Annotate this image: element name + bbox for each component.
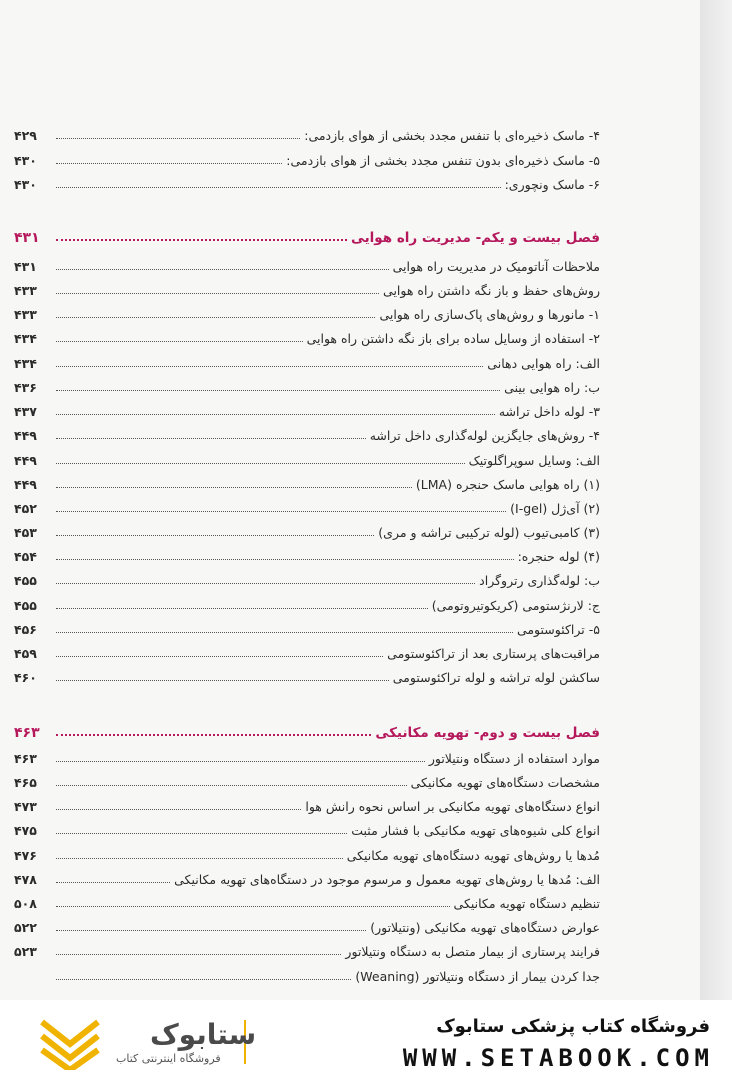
toc-row[interactable] [14, 373, 600, 395]
toc-entry-title: تنظیم دستگاه تهویه مکانیکی [453, 896, 600, 911]
page-number: ۴۴۹ [14, 453, 37, 468]
toc-row[interactable] [14, 639, 600, 661]
page-number: ۴۳۳ [14, 307, 37, 322]
dot-leader [56, 656, 383, 657]
page-number: ۴۵۴ [14, 549, 37, 564]
page-number: ۴۳۶ [14, 380, 37, 395]
dot-leader [56, 463, 465, 464]
toc-row[interactable] [14, 913, 600, 935]
toc-entry-title: ۵- تراکئوستومی [516, 622, 600, 637]
toc-entry-title: الف: وسایل سوپراگلوتیک [468, 453, 600, 468]
page-number: ۴۳۱ [14, 259, 37, 274]
toc-entry-title: عوارض دستگاه‌های تهویه مکانیکی (ونتیلاتور) [370, 920, 600, 935]
chapter-title: فصل بیست و یکم- مدیریت راه هوایی [350, 230, 600, 246]
page-number: ۴۵۲ [14, 501, 37, 516]
dot-leader [56, 761, 425, 762]
toc-entry-title: ۳- لوله داخل تراشه [498, 404, 600, 419]
dot-leader [56, 906, 450, 907]
dot-leader [56, 734, 371, 736]
dot-leader [56, 785, 407, 786]
page-number: ۴۳۷ [14, 404, 37, 419]
toc-entry-title: ساکشن لوله تراشه و لوله تراکئوستومی [392, 670, 600, 685]
toc-row[interactable] [14, 494, 600, 516]
toc-row[interactable] [14, 841, 600, 863]
toc-row[interactable] [14, 865, 600, 887]
dot-leader [56, 317, 375, 318]
toc-entry-title: ۴- ماسک ذخیره‌ای با تنفس مجدد بخشی از هوای بازدمی: [304, 128, 600, 143]
toc-row[interactable] [14, 615, 600, 637]
page-number: ۴۳۰ [14, 153, 37, 168]
setabook-logo[interactable] [30, 1014, 290, 1070]
toc-entry-title: الف: راه هوایی دهانی [487, 356, 600, 371]
toc-entry-title: ۶- ماسک ونچوری: [504, 177, 600, 192]
page-number: ۴۵۹ [14, 646, 37, 661]
dot-leader [56, 632, 513, 633]
page-number: ۴۷۸ [14, 872, 37, 887]
toc-entry-title: انواع دستگاه‌های تهویه مکانیکی بر اساس نحوه رانش هوا [305, 799, 600, 814]
toc-row[interactable] [14, 591, 600, 613]
toc-entry-title: روش‌های حفظ و باز نگه داشتن راه هوایی [383, 283, 600, 298]
dot-leader [56, 930, 366, 931]
page-number: ۴۶۳ [14, 751, 37, 766]
toc-entry-title: ج: لارنژستومی (کریکوتیروتومی) [431, 598, 600, 613]
toc-entry-title: ۱- مانورها و روش‌های پاک‌سازی راه هوایی [379, 307, 600, 322]
dot-leader [56, 954, 341, 955]
dot-leader [56, 882, 170, 883]
dot-leader [56, 138, 300, 139]
page-number: ۴۷۵ [14, 823, 37, 838]
toc-entry-title: ۴- روش‌های جایگزین لوله‌گذاری داخل تراشه [369, 428, 600, 443]
toc-entry-title: مشخصات دستگاه‌های تهویه مکانیکی [410, 775, 600, 790]
toc-entry-title: (۲) آی‌ژل (I-gel) [510, 501, 600, 516]
toc-row[interactable] [14, 792, 600, 814]
dot-leader [56, 833, 347, 834]
shop-url[interactable]: WWW.SETABOOK.COM [402, 1044, 714, 1072]
page-number: ۴۳۳ [14, 283, 37, 298]
shop-name: فروشگاه کتاب پزشکی ستابوک [436, 1016, 710, 1037]
toc-row[interactable] [14, 518, 600, 540]
dot-leader [56, 366, 483, 367]
page-number: ۴۵۶ [14, 622, 37, 637]
page-number: ۴۴۹ [14, 428, 37, 443]
page-number: ۵۰۸ [14, 896, 37, 911]
toc-row[interactable] [14, 663, 600, 685]
toc-entry-title: ۲- استفاده از وسایل ساده برای باز نگه داشتن راه هوایی [306, 331, 600, 346]
dot-leader [56, 535, 374, 536]
dot-leader [56, 858, 343, 859]
toc-row[interactable] [14, 816, 600, 838]
page-number: ۴۷۶ [14, 848, 37, 863]
toc-row[interactable] [14, 252, 600, 274]
dot-leader [56, 583, 475, 584]
dot-leader [56, 390, 500, 391]
toc-entry-title: (۴) لوله حنجره: [517, 549, 600, 564]
toc-row[interactable] [14, 566, 600, 588]
toc-row[interactable] [14, 744, 600, 766]
dot-leader [56, 414, 495, 415]
toc-row[interactable] [14, 276, 600, 298]
page-number: ۴۵۵ [14, 598, 37, 613]
dot-leader [56, 293, 379, 294]
toc-row[interactable] [14, 421, 600, 443]
page-number: ۴۶۵ [14, 775, 37, 790]
dot-leader [56, 559, 514, 560]
dot-leader [56, 511, 506, 512]
logo-chevron-icon [30, 1014, 110, 1070]
page-number: ۴۳۰ [14, 177, 37, 192]
toc-row[interactable] [14, 446, 600, 468]
chapter-title: فصل بیست و دوم- تهویه مکانیکی [375, 725, 600, 741]
page-number: ۵۲۳ [14, 944, 37, 959]
toc-entry-title: مُدها یا روش‌های تهویه دستگاه‌های تهویه مکانیکی [346, 848, 600, 863]
toc-row[interactable] [14, 397, 600, 419]
dot-leader [56, 187, 501, 188]
toc-row[interactable] [14, 324, 600, 346]
page-number: ۴۷۳ [14, 799, 37, 814]
toc-entry-title: موارد استفاده از دستگاه ونتیلاتور [428, 751, 600, 766]
toc-row[interactable] [14, 889, 600, 911]
dot-leader [56, 269, 389, 270]
page-edge [700, 0, 732, 1000]
toc-row[interactable] [14, 768, 600, 790]
toc-entry-title: جدا کردن بیمار از دستگاه ونتیلاتور (Weaning) [355, 969, 600, 984]
toc-entry-title: ب: راه هوایی بینی [504, 380, 600, 395]
toc-entry-title: الف: مُدها یا روش‌های تهویه معمول و مرسوم موجود در دستگاه‌های تهویه مکانیکی [174, 872, 600, 887]
dot-leader [56, 809, 301, 810]
toc-row[interactable] [14, 170, 600, 192]
page-number: ۴۵۵ [14, 573, 37, 588]
toc-row[interactable] [14, 937, 600, 959]
chapter-heading-row[interactable] [14, 719, 600, 741]
toc-entry-title: ۵- ماسک ذخیره‌ای بدون تنفس مجدد بخشی از هوای بازدمی: [286, 153, 600, 168]
toc-entry-title: ملاحظات آناتومیک در مدیریت راه هوایی [392, 259, 600, 274]
toc-row[interactable] [14, 962, 600, 984]
store-footer [0, 1000, 732, 1080]
toc-row[interactable] [14, 349, 600, 371]
dot-leader [56, 979, 351, 980]
dot-leader [56, 487, 412, 488]
page-number: ۴۶۰ [14, 670, 37, 685]
toc-row[interactable] [14, 542, 600, 564]
dot-leader [56, 608, 428, 609]
dot-leader [56, 341, 303, 342]
page-number: ۴۶۳ [14, 725, 40, 741]
toc-row[interactable] [14, 470, 600, 492]
dot-leader [56, 239, 347, 241]
toc-entry-title: (۱) راه هوایی ماسک حنجره (LMA) [415, 477, 600, 492]
dot-leader [56, 680, 389, 681]
logo-subtitle: فروشگاه اینترنتی کتاب [116, 1052, 221, 1065]
toc-row[interactable] [14, 121, 600, 143]
page-number: ۴۵۳ [14, 525, 37, 540]
page-number: ۵۲۲ [14, 920, 37, 935]
toc-row[interactable] [14, 146, 600, 168]
page-number: ۴۳۱ [14, 230, 40, 246]
page-number: ۴۳۴ [14, 331, 37, 346]
toc-entry-title: فرایند پرستاری از بیمار متصل به دستگاه ونتیلاتور [345, 944, 600, 959]
toc-entry-title: ب: لوله‌گذاری رتروگراد [479, 573, 600, 588]
toc-entry-title: مراقبت‌های پرستاری بعد از تراکئوستومی [387, 646, 600, 661]
page-number: ۴۴۹ [14, 477, 37, 492]
toc-entry-title: انواع کلی شیوه‌های تهویه مکانیکی با فشار مثبت [351, 823, 600, 838]
page-number: ۴۳۴ [14, 356, 37, 371]
toc-entry-title: (۳) کامبی‌تیوب (لوله ترکیبی تراشه و مری) [378, 525, 600, 540]
page-number: ۴۲۹ [14, 128, 37, 143]
toc-row[interactable] [14, 300, 600, 322]
logo-wordmark: ستابوک [150, 1018, 257, 1051]
chapter-heading-row[interactable] [14, 224, 600, 246]
dot-leader [56, 163, 282, 164]
dot-leader [56, 438, 366, 439]
